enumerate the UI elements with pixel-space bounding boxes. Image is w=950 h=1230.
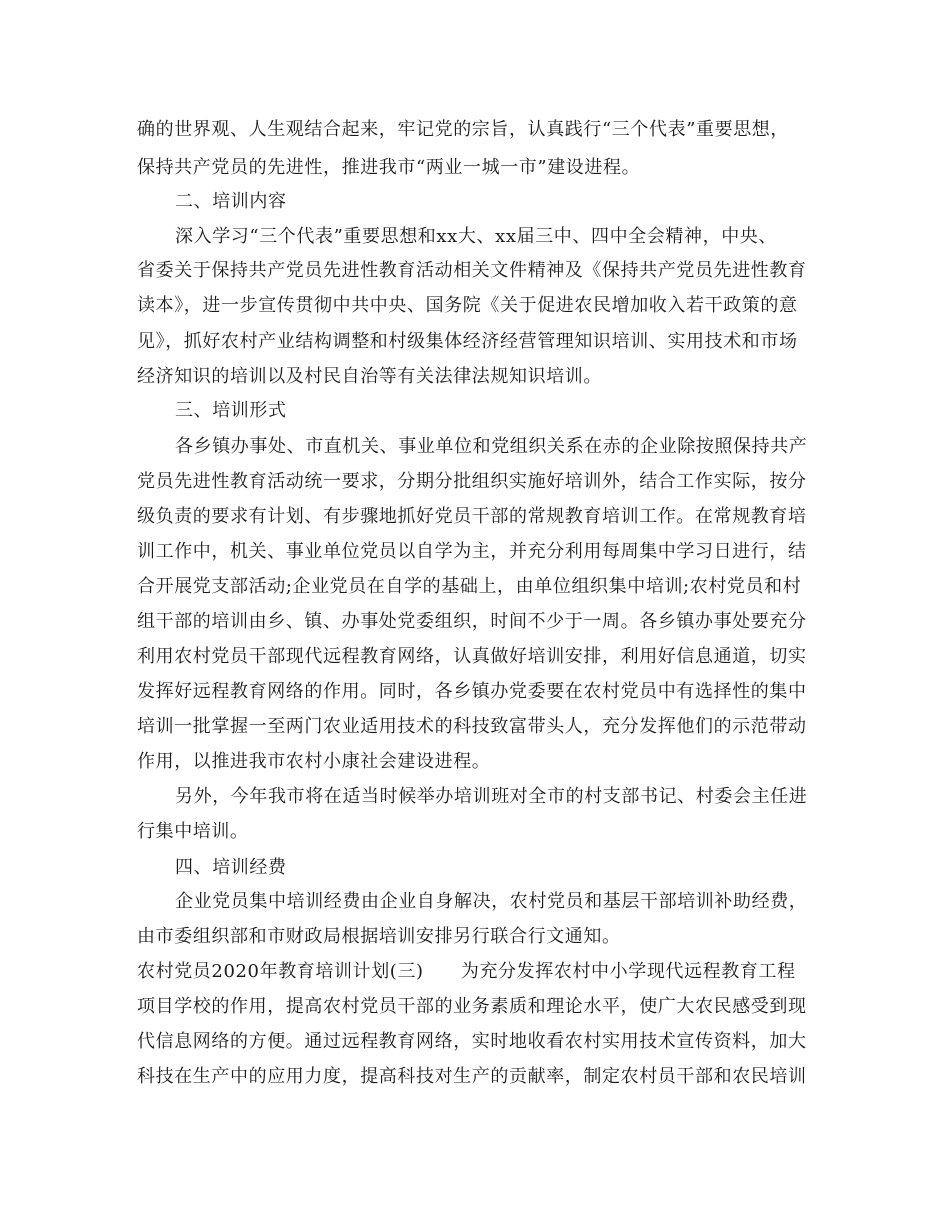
text-line: 利用农村党员干部现代远程教育网络，认真做好培训安排，利用好信息通道，切实 [137, 646, 807, 667]
text-line: 另外，今年我市将在适当时候举办培训班对全市的村支部书记、村委会主任进 [175, 786, 808, 807]
text-line: 训工作中，机关、事业单位党员以自学为主，并充分利用每周集中学习日进行，结 [137, 541, 807, 562]
text-line: 读本》，进一步宣传贯彻中共中央、国务院《关于促进农民增加收入若干政策的意 [137, 295, 798, 316]
text-line: 由市委组织部和市财政局根据培训安排另行联合行文通知。 [137, 926, 621, 947]
text-line: 培训一批掌握一至两门农业适用技术的科技致富带头人，充分发挥他们的示范带动 [137, 716, 807, 737]
text-line: 项目学校的作用，提高农村党员干部的业务素质和理论水平，使广大农民感受到现 [137, 996, 807, 1017]
text-line: 合开展党支部活动;企业党员在自学的基础上，由单位组织集中培训;农村党员和村 [137, 576, 802, 597]
text-line: 代信息网络的方便。通过远程教育网络，实时地收看农村实用技术宣传资料，加大 [137, 1031, 807, 1052]
text-line: 农村党员2020年教育培训计划(三) 为充分发挥农村中小学现代远程教育工程 [137, 961, 796, 982]
text-line: 党员先进性教育活动统一要求，分期分批组织实施好培训外，结合工作实际，按分 [137, 471, 807, 492]
text-line: 作用，以推进我市农村小康社会建设进程。 [137, 751, 491, 772]
text-line: 科技在生产中的应用力度，提高科技对生产的贡献率，制定农村员干部和农民培训 [137, 1066, 807, 1087]
text-line: 发挥好远程教育网络的作用。同时，各乡镇办党委要在农村党员中有选择性的集中 [137, 681, 807, 702]
text-line: 深入学习“三个代表”重要思想和xx大、xx届三中、四中全会精神，中央、 [175, 226, 778, 247]
text-line: 组干部的培训由乡、镇、办事处党委组织，时间不少于一周。各乡镇办事处要充分 [137, 611, 807, 632]
text-line: 各乡镇办事处、市直机关、事业单位和党组织关系在赤的企业除按照保持共产 [175, 436, 808, 457]
text-line: 保持共产党员的先进性，推进我市“两业一城一市”建设进程。 [137, 157, 641, 178]
section-heading: 二、培训内容 [175, 191, 287, 212]
text-line: 行集中培训。 [137, 821, 249, 842]
text-line: 经济知识的培训以及村民自治等有关法律法规知识培训。 [137, 366, 602, 387]
text-line: 企业党员集中培训经费由企业自身解决，农村党员和基层干部培训补助经费， [175, 891, 808, 912]
text-line: 级负责的要求有计划、有步骤地抓好党员干部的常规教育培训工作。在常规教育培 [137, 506, 807, 527]
text-line: 见》，抓好农村产业结构调整和村级集体经济经营管理知识培训、实用技术和市场 [137, 331, 798, 352]
section-heading: 三、培训形式 [175, 400, 287, 421]
text-line: 确的世界观、人生观结合起来，牢记党的宗旨，认真践行“三个代表”重要思想， [137, 119, 790, 140]
section-heading: 四、培训经费 [175, 857, 287, 878]
text-line: 省委关于保持共产党员先进性教育活动相关文件精神及《保持共产党员先进性教育 [137, 260, 807, 281]
